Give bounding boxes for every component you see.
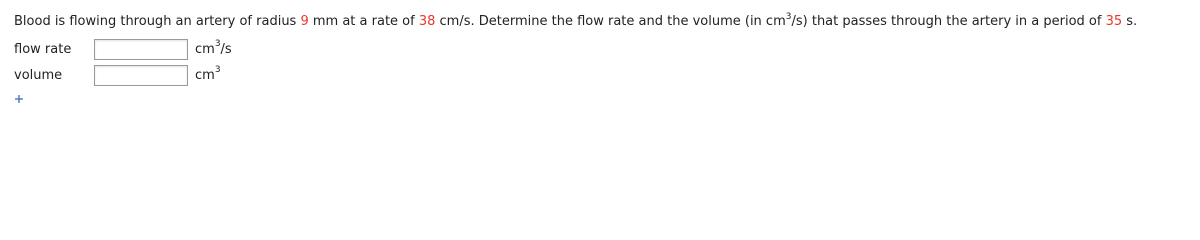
question-text	[14, 11, 1138, 29]
plus-icon[interactable]	[14, 94, 24, 104]
flow-rate-row	[14, 38, 232, 60]
flow-rate-input[interactable]	[94, 39, 188, 60]
question-part5: s.	[1122, 14, 1138, 29]
volume-row	[14, 64, 221, 86]
flow-rate-unit-suffix: /s	[220, 41, 232, 57]
question-part1: Blood is flowing through an artery of radius	[14, 14, 301, 29]
flow-rate-unit-base: cm	[195, 41, 215, 57]
question-part3: cm/s. Determine the flow rate and the volume (in cm	[435, 14, 786, 29]
flow-rate-unit-sup: 3	[214, 39, 221, 50]
volume-label: volume	[14, 67, 63, 83]
flow-rate-label: flow rate	[14, 41, 72, 57]
question-superscript: 3	[785, 11, 792, 22]
question-part4: /s) that passes through the artery in a period of	[791, 14, 1106, 29]
volume-unit-sup: 3	[214, 65, 221, 76]
volume-unit	[195, 65, 221, 83]
radius-value: 9	[300, 14, 309, 29]
volume-unit-base: cm	[195, 67, 215, 83]
volume-input[interactable]	[94, 65, 188, 86]
flow-rate-unit	[195, 39, 232, 57]
period-value: 35	[1105, 14, 1123, 29]
rate-value: 38	[418, 14, 436, 29]
question-part2: mm at a rate of	[308, 14, 419, 29]
